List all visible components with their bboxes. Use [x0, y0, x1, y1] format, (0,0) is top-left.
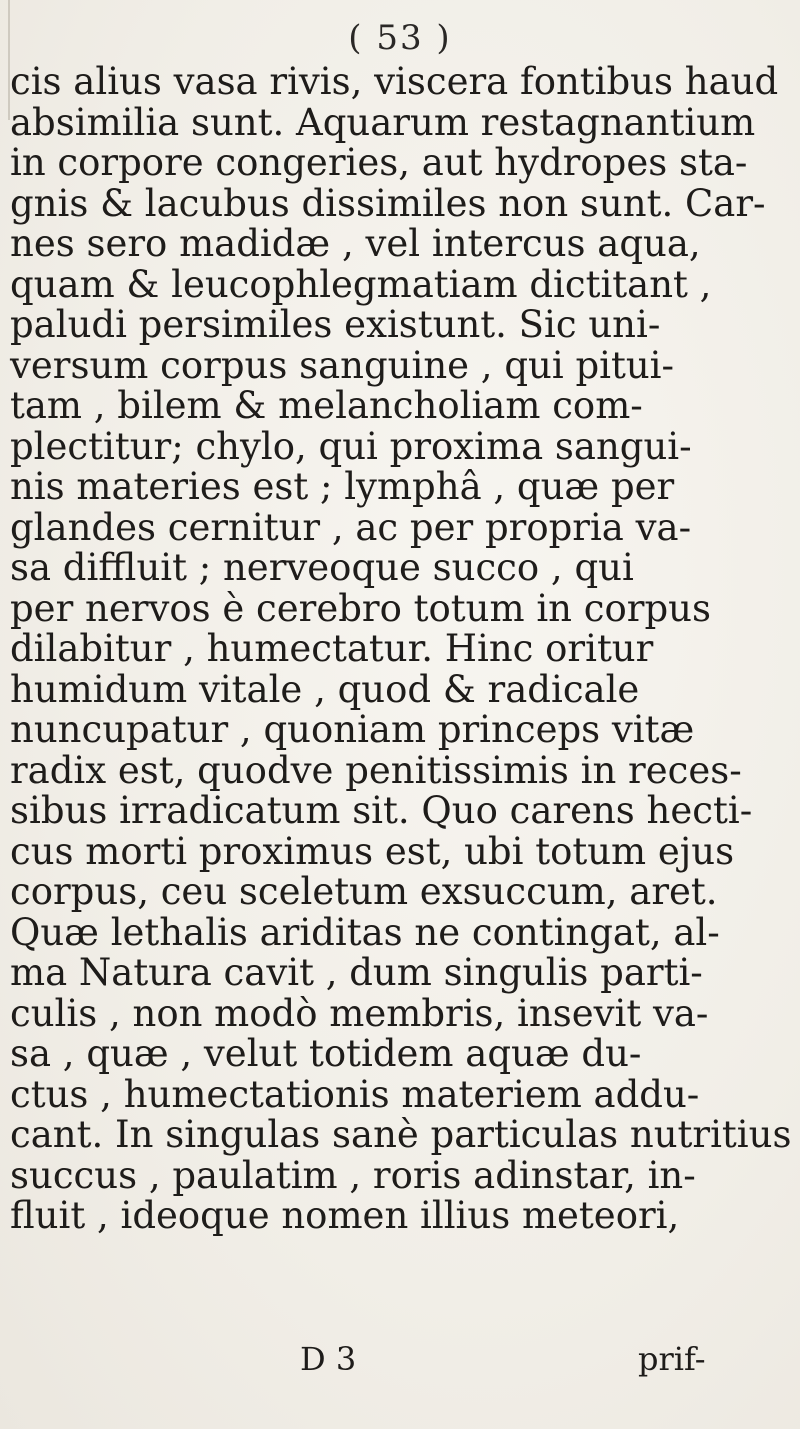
text-line: ctus , humectationis materiem addu- — [10, 1072, 700, 1116]
text-line: cis alius vasa rivis, viscera fontibus haud — [10, 60, 779, 103]
text-line: nuncupatur , quoniam princeps vitæ — [10, 708, 695, 751]
page-footer — [0, 1340, 800, 1380]
text-line: culis , non modò membris, insevit va- — [10, 991, 709, 1035]
text-line: fluit , ideoque nomen illius meteori, — [10, 1194, 680, 1237]
text-line: quam & leucophlegmatiam dictitant , — [10, 262, 712, 306]
text-line: humidum vitale , quod & radicale — [10, 667, 640, 711]
text-line: paludi persimiles existunt. Sic uni- — [10, 303, 661, 346]
page-number-header: ( 53 ) — [348, 18, 452, 58]
text-line: dilabitur , humectatur. Hinc oritur — [10, 627, 654, 670]
text-line: ma Natura cavit , dum singulis parti- — [10, 951, 703, 994]
text-line: gnis & lacubus dissimiles non sunt. Car- — [10, 181, 766, 225]
text-line: cant. In singulas sanè particulas nutritius — [10, 1113, 792, 1156]
catchword: prif- — [638, 1340, 706, 1378]
text-line: sa diffluit ; nerveoque succo , qui — [10, 546, 634, 589]
text-line: succus , paulatim , roris adinstar, in- — [10, 1153, 696, 1197]
text-line: per nervos è cerebro totum in corpus — [10, 586, 711, 630]
text-line: nis materies est ; lymphâ , quæ per — [10, 465, 675, 508]
signature-mark: D 3 — [300, 1340, 357, 1378]
body-text — [10, 62, 800, 1237]
text-line: cus morti proximus est, ubi totum ejus — [10, 829, 735, 873]
text-line: glandes cernitur , ac per propria va- — [10, 505, 692, 549]
text-line: in corpore congeries, aut hydropes sta- — [10, 141, 748, 184]
text-line: absimilia sunt. Aquarum restagnantium — [10, 100, 756, 144]
text-line: sibus irradicatum sit. Quo carens hecti- — [10, 789, 753, 832]
text-line: sa , quæ , velut totidem aquæ du- — [10, 1032, 642, 1075]
text-line: corpus, ceu sceletum exsuccum, aret. — [10, 870, 718, 913]
text-line: Quæ lethalis ariditas ne contingat, al- — [10, 910, 720, 954]
text-line: nes sero madidæ , vel intercus aqua, — [10, 222, 701, 265]
text-line: plectitur; chylo, qui proxima sangui- — [10, 424, 692, 468]
text-line: tam , bilem & melancholiam com- — [10, 384, 643, 427]
text-line: radix est, quodve penitissimis in reces- — [10, 748, 742, 792]
text-line: versum corpus sanguine , qui pitui- — [10, 343, 674, 387]
